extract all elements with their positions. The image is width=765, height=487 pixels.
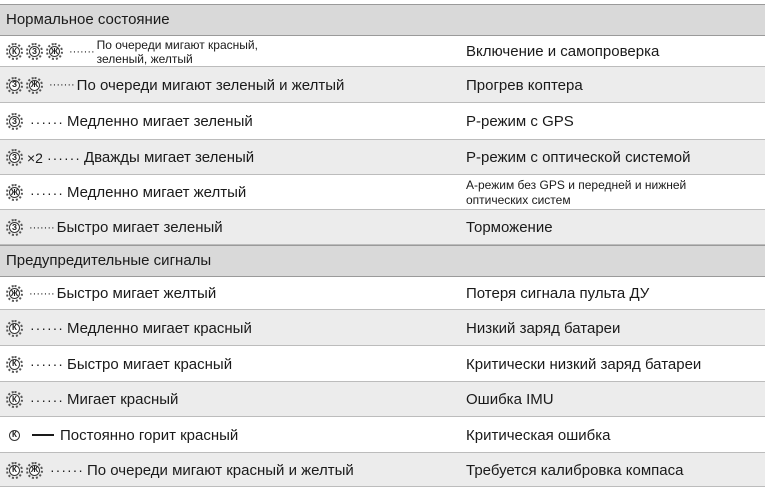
signal-description: По очереди мигают зеленый и желтый	[76, 76, 345, 94]
signal-meaning: Требуется калибровка компаса	[466, 461, 684, 479]
blinking-led-icon	[6, 320, 23, 337]
signal-description: Быстро мигает зеленый	[56, 219, 223, 236]
blinking-led-icon	[6, 391, 23, 408]
repeat-count: ×2	[27, 149, 43, 166]
indicator-cell	[0, 67, 462, 103]
table-row	[0, 103, 765, 140]
signal-meaning: Низкий заряд батареи	[466, 319, 621, 337]
led-letter: К	[12, 430, 17, 439]
indicator-cell	[0, 175, 462, 210]
signal-meaning: P-режим с GPS	[466, 113, 574, 130]
table-row	[0, 175, 765, 210]
indicator-cell	[0, 277, 462, 310]
indicator-cell	[0, 346, 462, 382]
indicator-cell	[0, 417, 462, 453]
table-row	[0, 36, 765, 67]
blinking-led-icon	[26, 462, 43, 479]
led-letter: З	[11, 222, 17, 232]
indicator-cell	[0, 382, 462, 417]
signal-description: Медленно мигает зеленый	[66, 113, 253, 130]
table-row	[0, 67, 765, 103]
blinking-led-icon	[6, 113, 23, 130]
table-row	[0, 277, 765, 310]
blinking-led-icon	[6, 285, 23, 302]
blinking-led-icon	[6, 356, 23, 373]
blinking-led-icon	[6, 43, 23, 60]
steady-dash	[32, 434, 54, 436]
signal-description: Медленно мигает красный	[66, 319, 252, 337]
led-letter: Ж	[50, 46, 59, 56]
signal-description: Быстро мигает желтый	[56, 285, 217, 302]
led-letter: Ж	[30, 465, 39, 474]
signal-meaning: Прогрев коптера	[466, 76, 583, 94]
blinking-led-icon	[26, 43, 43, 60]
table-row	[0, 210, 765, 245]
indicator-cell	[0, 36, 462, 67]
blinking-led-icon	[6, 462, 23, 479]
table-row	[0, 417, 765, 453]
led-letter: К	[12, 394, 17, 404]
dotted-leader: ·······	[29, 221, 55, 234]
blinking-led-icon	[46, 43, 63, 60]
led-letter: К	[12, 359, 17, 368]
table-row	[0, 453, 765, 487]
signal-description: По очереди мигают красный, зеленый, желтый	[96, 37, 258, 66]
led-letter: Ж	[10, 187, 19, 197]
signal-meaning: Потеря сигнала пульта ДУ	[466, 285, 650, 302]
led-letter: К	[12, 465, 17, 474]
table-row	[0, 310, 765, 346]
dotted-leader: ······	[30, 391, 64, 408]
led-letter: К	[12, 46, 17, 56]
blinking-led-icon	[6, 184, 23, 201]
steady-led-icon	[6, 427, 23, 444]
indicator-cell	[0, 453, 462, 487]
signal-description: Медленно мигает желтый	[66, 184, 247, 201]
signal-meaning: A-режим без GPS и передней и нижней оптических систем	[466, 177, 687, 207]
signal-meaning: Ошибка IMU	[466, 391, 554, 408]
signal-description: Мигает красный	[66, 391, 179, 408]
dotted-leader: ······	[46, 149, 81, 166]
signal-meaning: Торможение	[466, 219, 553, 236]
dotted-leader: ······	[30, 113, 64, 130]
table-row	[0, 382, 765, 417]
led-letter: Ж	[10, 288, 19, 298]
led-letter: Ж	[30, 80, 39, 89]
led-letter: З	[11, 116, 17, 126]
blinking-led-icon	[6, 77, 23, 94]
indicator-cell	[0, 140, 462, 175]
led-letter: З	[11, 152, 17, 162]
dotted-leader: ······	[30, 320, 64, 336]
table-row	[0, 140, 765, 175]
led-letter: З	[11, 80, 17, 89]
indicator-cell	[0, 210, 462, 245]
dotted-leader: ·······	[69, 45, 95, 58]
dotted-leader: ······	[30, 184, 64, 201]
signal-meaning: Критическая ошибка	[466, 426, 611, 444]
led-letter: З	[31, 46, 37, 56]
dotted-leader: ······	[50, 462, 84, 478]
dotted-leader: ·······	[49, 79, 75, 91]
signal-meaning: P-режим с оптической системой	[466, 149, 691, 166]
dotted-leader: ······	[30, 356, 64, 372]
signal-meaning: Критически низкий заряд батареи	[466, 355, 702, 373]
signal-description: Постоянно горит красный	[60, 426, 239, 444]
section-header: Нормальное состояние	[0, 4, 765, 36]
signal-description: По очереди мигают красный и желтый	[86, 461, 354, 479]
signal-description: Дважды мигает зеленый	[83, 149, 255, 166]
blinking-led-icon	[6, 149, 23, 166]
dotted-leader: ·······	[29, 287, 55, 300]
table-row	[0, 346, 765, 382]
led-letter: К	[12, 323, 17, 332]
signal-description: Быстро мигает красный	[66, 355, 233, 373]
section-header: Предупредительные сигналы	[0, 245, 765, 277]
indicator-cell	[0, 103, 462, 140]
indicator-cell	[0, 310, 462, 346]
blinking-led-icon	[6, 219, 23, 236]
blinking-led-icon	[26, 77, 43, 94]
signal-meaning: Включение и самопроверка	[466, 43, 660, 60]
